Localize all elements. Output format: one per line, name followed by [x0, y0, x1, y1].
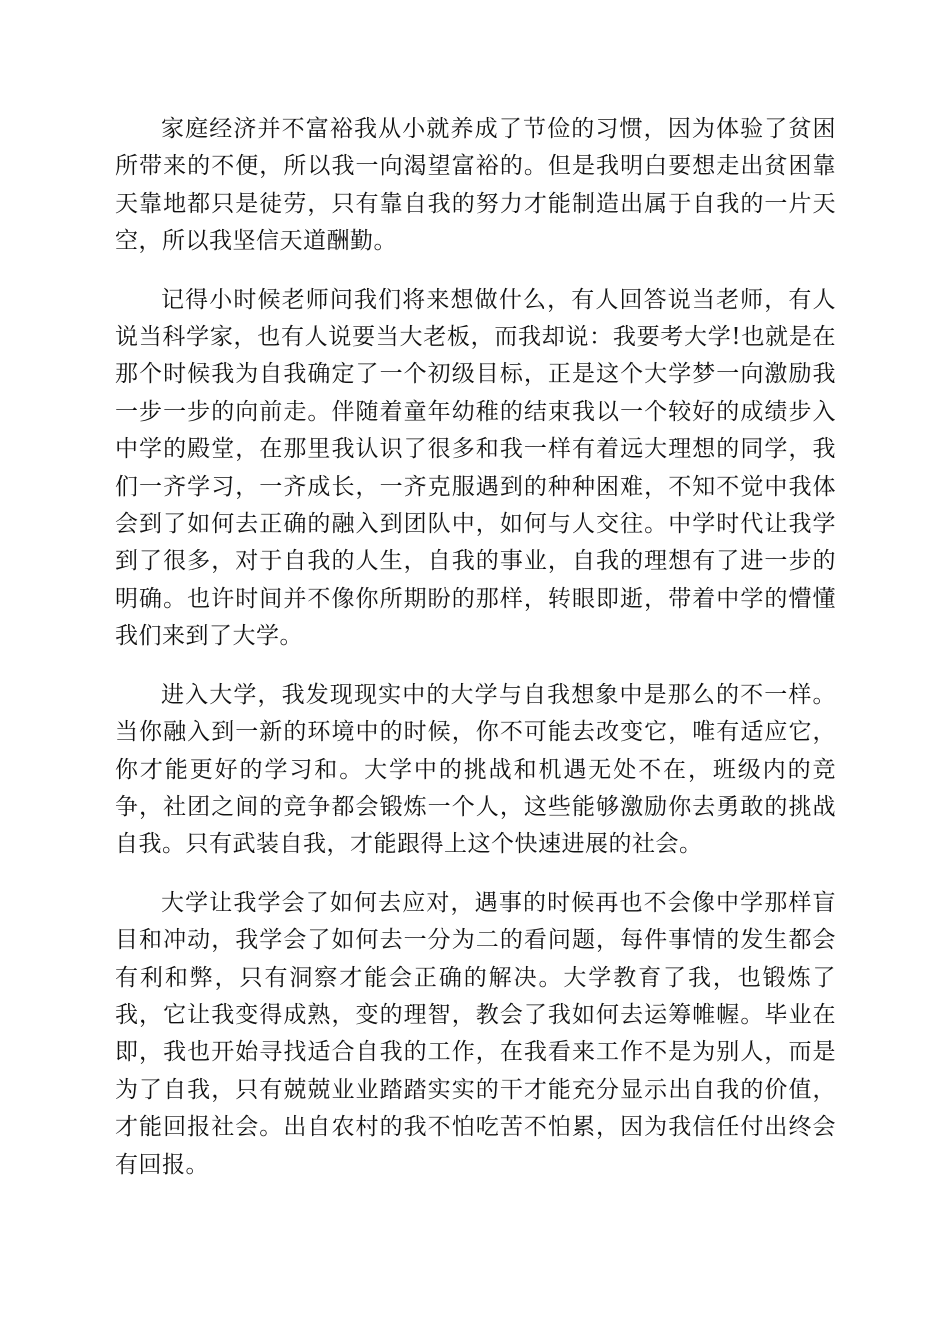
paragraph-family-frugality: 家庭经济并不富裕我从小就养成了节俭的习惯，因为体验了贫困所带来的不便，所以我一向渴望富裕的。但是我明白要想走出贫困靠天靠地都只是徒劳，只有靠自我的努力才能制造出属于自我的一片天空，所以我坚信天道酬勤。	[115, 116, 836, 255]
paragraph-university-lessons: 大学让我学会了如何去应对，遇事的时候再也不会像中学那样盲目和冲动，我学会了如何去一分为二的看问题，每件事情的发生都会有利和弊，只有洞察才能会正确的解决。大学教育了我，也锻炼了我，它让我变得成熟，变的理智，教会了我如何去运筹帷幄。毕业在即，我也开始寻找适合自我的工作，在我看来工作不是为别人，而是为了自我，只有兢兢业业踏踏实实的干才能充分显示出自我的价值，才能回报社会。出自农村的我不怕吃苦不怕累，因为我信任付出终会有回报。	[115, 889, 836, 1178]
paragraph-childhood-dream: 记得小时候老师问我们将来想做什么，有人回答说当老师，有人说当科学家，也有人说要当大老板，而我却说：我要考大学!也就是在那个时候我为自我确定了一个初级目标，正是这个大学梦一向激励我一步一步的向前走。伴随着童年幼稚的结束我以一个较好的成绩步入中学的殿堂，在那里我认识了很多和我一样有着远大理想的同学，我们一齐学习，一齐成长，一齐克服遇到的种种困难，不知不觉中我体会到了如何去正确的融入到团队中，如何与人交往。中学时代让我学到了很多，对于自我的人生，自我的事业，自我的理想有了进一步的明确。也许时间并不像你所期盼的那样，转眼即逝，带着中学的懵懂我们来到了大学。	[115, 286, 836, 650]
body-text	[115, 111, 836, 1205]
paragraph-entering-university: 进入大学，我发现现实中的大学与自我想象中是那么的不一样。当你融入到一新的环境中的时候，你不可能去改变它，唯有适应它，你才能更好的学习和。大学中的挑战和机遇无处不在，班级内的竞争，社团之间的竞争都会锻炼一个人，这些能够激励你去勇敢的挑战自我。只有武装自我，才能跟得上这个快速进展的社会。	[115, 681, 836, 858]
